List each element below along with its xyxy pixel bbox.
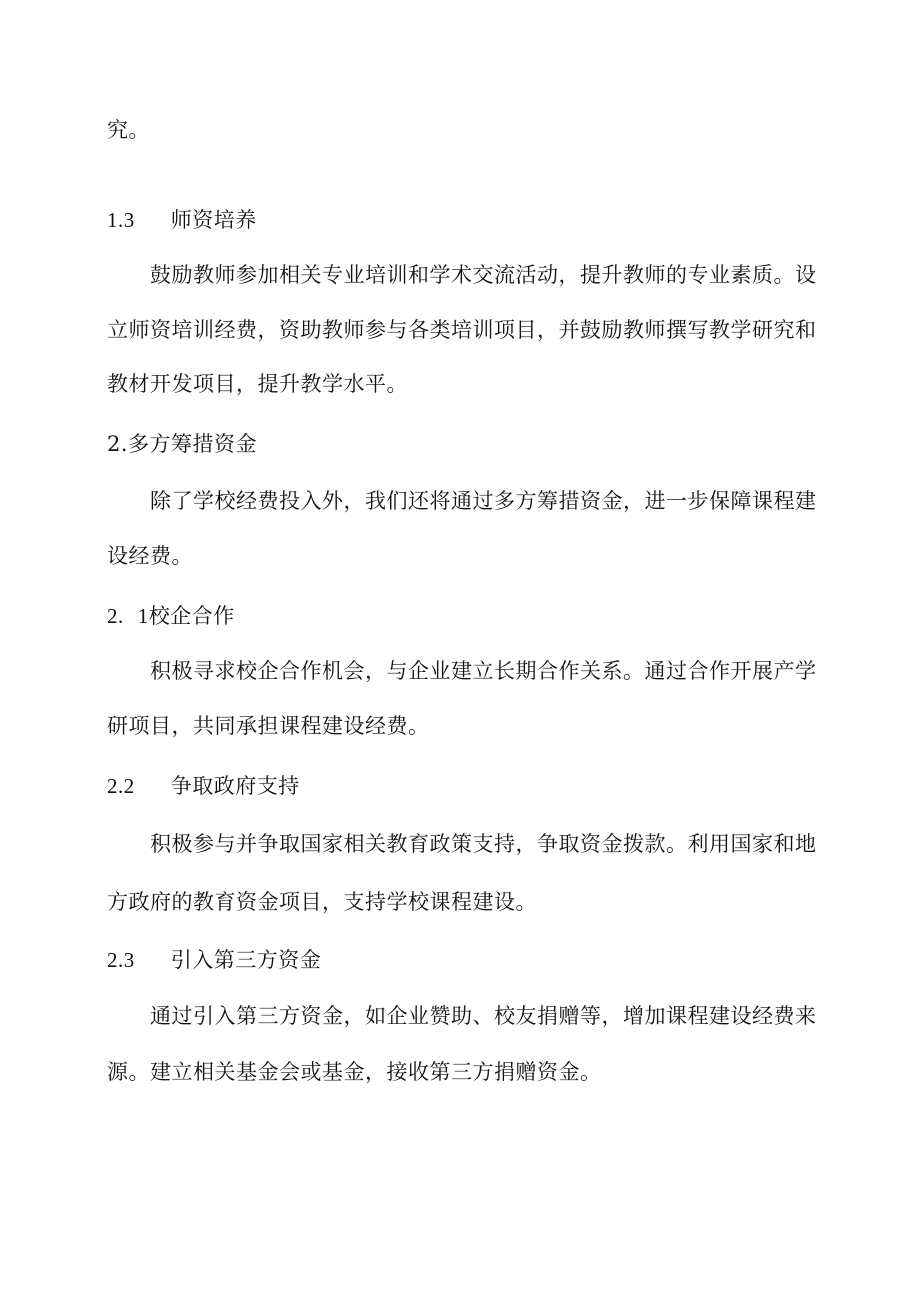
section-heading-2-3 — [107, 946, 321, 974]
fragment-text: 究。 — [107, 118, 150, 142]
section-number: 2.2 — [107, 774, 135, 798]
paragraph-fragment — [107, 116, 150, 144]
paragraph-line: 设经费。 — [107, 544, 193, 568]
section-title: 争取政府支持 — [170, 774, 300, 798]
section-title: 校企合作 — [148, 604, 235, 628]
paragraph-line: 研项目，共同承担课程建设经费。 — [107, 714, 430, 738]
section-number: 1.3 — [107, 208, 135, 232]
section-title: 引入第三方资金 — [170, 948, 322, 972]
paragraph-line: 教材开发项目，提升教学水平。 — [107, 372, 408, 396]
paragraph-line: 积极参与并争取国家相关教育政策支持，争取资金拨款。利用国家和地 — [150, 832, 817, 856]
paragraph-line: 积极寻求校企合作机会，与企业建立长期合作关系。通过合作开展产学 — [150, 659, 817, 683]
section-title: 师资培养 — [170, 208, 257, 232]
section-number: 2.3 — [107, 948, 135, 972]
paragraph-line: 鼓励教师参加相关专业培训和学术交流活动，提升教师的专业素质。设 — [150, 263, 817, 287]
section-heading-2-1 — [107, 602, 235, 630]
section-heading-1-3 — [107, 206, 257, 234]
paragraph-line: 源。建立相关基金会或基金，接收第三方捐赠资金。 — [107, 1060, 602, 1084]
section-number: 2. — [107, 604, 124, 628]
section-number-suffix: 1 — [137, 604, 149, 628]
paragraph-line: 立师资培训经费，资助教师参与各类培训项目，并鼓励教师撰写教学研究和 — [107, 318, 817, 342]
section-heading-2-2 — [107, 772, 300, 800]
section-heading-2: 2.多方筹措资金 — [107, 432, 258, 456]
paragraph-line: 方政府的教育资金项目，支持学校课程建设。 — [107, 890, 537, 914]
paragraph-line: 除了学校经费投入外，我们还将通过多方筹措资金，进一步保障课程建 — [150, 489, 817, 513]
paragraph-line: 通过引入第三方资金，如企业赞助、校友捐赠等，增加课程建设经费来 — [150, 1004, 817, 1028]
